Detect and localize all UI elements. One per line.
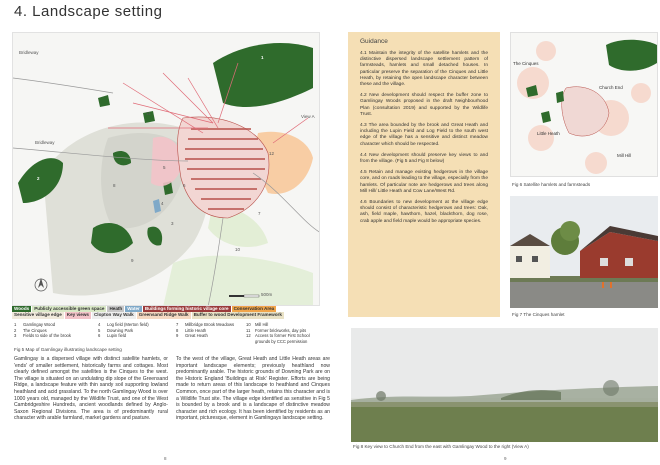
map-graphic <box>13 33 320 306</box>
legend-buildings: Buildings forming historic village core <box>144 306 229 311</box>
fig7-graphic <box>510 196 658 308</box>
key-column-4 <box>246 322 310 344</box>
zone-number-2: 2 <box>37 176 40 181</box>
zone-number-3: 3 <box>171 221 174 226</box>
key-item: 3 Fields to side of the brook <box>14 333 71 338</box>
map-label-bridleway-left: Bridleway <box>35 140 55 145</box>
key-item: 7 Millbridge Brook Meadows <box>176 322 235 327</box>
legend-clopton-way: Clopton Way Walk <box>93 312 134 318</box>
key-item: 2 The Cinques <box>14 327 47 333</box>
gamlingay-wood <box>213 43 313 107</box>
legend-key-views: Key views <box>66 312 89 318</box>
key-item: 1 Gamlingay Wood <box>14 322 56 327</box>
page-number-right: 9 <box>504 456 507 461</box>
zone-number-5: 5 <box>163 165 166 170</box>
guidance-item-4-6: 4.6 Boundaries to new development at the village edge should consist of characteristic hedgerows and trees: Oak, ash, field maple, hawthorn, hazel, blackthorn, dog rose, crab apple and field maple would be appropriate species. <box>360 200 488 224</box>
guidance-item-4-5: 4.5 Retain and manage existing hedgerows in the village core, and on roads leading to the village, especially from the hamlets. Of particular note are hedgerows and trees along Mill Hill/ Little Heath and Cow Lane/West Rd. <box>360 170 488 194</box>
page-title: 4. Landscape setting <box>14 3 163 20</box>
key-item: 8 Little Heath <box>176 327 207 333</box>
map-label-scale: 500m <box>261 292 273 297</box>
north-arrow-icon <box>35 278 47 291</box>
left-body-text: Gamlingay is a dispersed village with distinct satellite hamlets, or 'ends' of smaller settlement, historically farms and cottages. Most clearly defined amongst the satellites is the Cinques to the west. The village is situated on an undulating dip slope of the Greensand Ridge, a landscape feature with thin sandy soil supporting lowland heathland and acid grassland. To the north Gamlingay Wood is over 1000 years old, managed by the Wildlife Trust, and one of the West Cambridgeshire Hundreds, ancient woodlands defined by Anglo-Saxon Regional Divisions. The area is of predominantly rural character with arable farmland, market gardens and pasture. <box>14 356 168 422</box>
fig8-caption: Fig 8 Key view to Church End from the east with Gamlingay Wood to the right (View A) <box>353 444 529 449</box>
zone-number-6: 6 <box>183 183 186 188</box>
legend-woods: Woods <box>14 306 30 311</box>
key-item: 4 Log field (Merton field) <box>98 322 149 327</box>
fig6-caption: Fig 6 Satellite hamlets and farmsteads <box>512 182 591 187</box>
landscape-map <box>12 32 320 306</box>
wood-patch-b <box>98 95 110 107</box>
zone-number-12: 12 <box>269 151 275 156</box>
map-legend <box>12 306 320 319</box>
fig6-graphic <box>511 33 658 177</box>
fig6-label-church-end: Church End <box>599 85 623 90</box>
guidance-item-4-4: 4.4 New development should preserve key views to and from the village. (Fig 5 and Fig 8 below) <box>360 152 488 165</box>
zone-number-10: 10 <box>235 247 241 252</box>
legend-public-green-space: Publicly accessible green space <box>34 306 105 311</box>
guidance-title: Guidance <box>360 38 388 45</box>
fig6-label-little-heath: Little Heath <box>537 131 560 136</box>
zone-number-1: 1 <box>261 55 264 60</box>
key-item: 5 Downing Park <box>98 327 134 333</box>
zone-number-7: 7 <box>258 211 261 216</box>
page-number-left: 8 <box>164 456 167 461</box>
scale-bar <box>229 295 259 297</box>
fig5-caption: Fig 5 Map of Gamlingay illustrating landscape setting <box>14 347 122 352</box>
zone-number-11: 11 <box>146 111 151 116</box>
legend-buffer-to-wood: Buffer to wood Development Framework <box>193 312 282 318</box>
zone-number-8: 8 <box>113 183 116 188</box>
key-item: 9 Great Heath <box>176 333 208 338</box>
fig6-label-mill-hill: Mill Hill <box>617 153 632 158</box>
legend-row-2 <box>12 312 320 318</box>
fig8-view-photo <box>351 328 658 442</box>
guidance-item-4-2: 4.2 New development should respect the buffer zone to Gamlingay Woods proposed in the draft Neighbourhood Plan (consultation 2019) and supported by the Wildlife Trust. <box>360 93 488 117</box>
fig6-satellite-hamlets-map <box>510 32 658 177</box>
guidance-box <box>348 32 500 317</box>
zone-number-4: 4 <box>161 201 164 206</box>
legend-sensitive-edge: Sensitive village edge <box>14 312 62 318</box>
key-item: grounds by CCC permission <box>255 338 308 344</box>
fig7-cinques-photo <box>510 196 658 308</box>
key-item: 12 Access to former First School <box>246 333 310 338</box>
fig8-graphic <box>351 328 658 442</box>
zone-number-9: 9 <box>131 258 134 263</box>
key-item: 11 Former brickworks, day pits <box>246 327 307 333</box>
key-item: 10 Mill Hill <box>246 322 269 327</box>
legend-greensand-ridge: Greensand Ridge Walk <box>138 312 189 318</box>
key-item: 6 Lupin field <box>98 333 127 338</box>
key-column-2 <box>98 322 149 339</box>
green-space-south <box>163 256 313 306</box>
legend-conservation-area: Conservation Area <box>233 306 275 311</box>
map-label-bridleway-top: Bridleway <box>19 50 39 55</box>
map-label-view-a: View A <box>301 114 315 119</box>
key-column-3 <box>176 322 234 339</box>
middle-body-text: To the west of the village, Great Heath and Little Heath areas are important landscape elements; previously heathland now predominantly arable. The historic grounds of Downing Park are on the Historic England 'Buildings at Risk' Register. Efforts are being made to return areas of this landscape to heathland and Cinques Common, once part of the larger heath, retains this character and is a Wildlife Trust site. The village edge identified as sensitive in Fig 5 is bounded by a brook and is a landscape of distinctive meadow character and rich ecology. It has been identified by residents as an important, picturesque, element in Gamlingays landscape setting. <box>176 356 330 422</box>
key-column-1 <box>14 322 71 339</box>
guidance-item-4-3: 4.3 The area bounded by the brook and Great Heath and including the Lupin Field and Log Field to the south west edge of the village has a sensitive and distinct meadow character which should be respected. <box>360 123 488 147</box>
legend-water: Water <box>127 306 140 311</box>
fig7-caption: Fig 7 The Cinques hamlet <box>512 312 565 317</box>
fig6-label-cinques: The Cinques <box>513 61 539 66</box>
legend-heath: Heath <box>109 306 123 311</box>
guidance-item-4-1: 4.1 Maintain the integrity of the satellite hamlets and the distinctive dispersed landscape settlement pattern of farmsteads, hamlets and small detached houses. In particular preserve the separation of the Cinques and Little Heath, by retaining the open landscape character between these and the village. <box>360 51 488 88</box>
